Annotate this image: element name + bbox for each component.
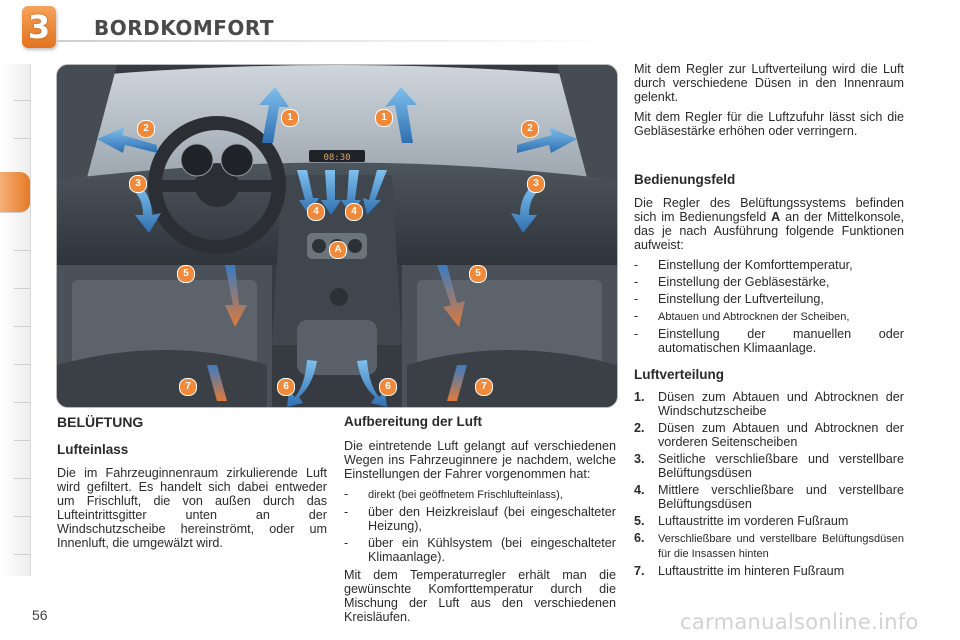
callout-A: A [329, 239, 347, 259]
air-conditioning-title: Aufbereitung der Luft [344, 414, 482, 429]
list-item: 6. Verschließbare und verstellbare Belüftungsdüsen für die Insassen hinten [634, 531, 904, 560]
list-item: - direkt (bei geöffnetem Frischlufteinlass), [344, 487, 563, 501]
list-item: - Einstellung der manuellen oder automatischen Klimaanlage. [634, 327, 904, 355]
control-panel-title: Bedienungsfeld [634, 172, 736, 187]
callout-4-left: 4 [307, 201, 325, 221]
list-item: - Einstellung der Komforttemperatur, [634, 258, 853, 272]
chapter-tab-7[interactable] [14, 328, 30, 365]
section-title: BELÜFTUNG [57, 414, 144, 430]
list-item: 1. Düsen zum Abtauen und Abtrocknen der Windschutzscheibe [634, 390, 904, 418]
air-distribution-title: Luftverteilung [634, 367, 724, 382]
page-title: BORDKOMFORT [94, 16, 275, 40]
callout-2-left: 2 [137, 118, 155, 138]
chapter-tab-4[interactable] [14, 214, 30, 251]
chapter-tab-11[interactable] [14, 480, 30, 517]
left-column [57, 414, 327, 550]
control-panel-intro: Die Regler des Belüftungssystems befinden sich im Bedienungsfeld A an der Mittelkonsole, das je nach Ausführung folgende Funktionen aufweist: [634, 196, 905, 252]
header-divider [56, 40, 616, 42]
list-item: 2. Düsen zum Abtauen und Abtrocknen der vorderen Seitenscheiben [634, 421, 904, 449]
callout-7-left: 7 [179, 376, 197, 396]
callout-4-right: 4 [345, 201, 363, 221]
chapter-tab-5[interactable] [14, 252, 30, 289]
chapter-tab-8[interactable] [14, 366, 30, 403]
list-item: - Einstellung der Luftverteilung, [634, 292, 824, 306]
temperature-paragraph: Mit dem Temperaturregler erhält man die gewünschte Komforttemperatur durch die Mischung der Luft aus den verschiedenen Kreisläufen. [344, 568, 616, 624]
callout-2-right: 2 [521, 118, 539, 138]
list-item: - über den Heizkreislauf (bei eingeschalteter Heizung), [344, 505, 616, 533]
control-function-list [634, 258, 904, 355]
callout-5-right: 5 [469, 263, 487, 283]
list-item: 5. Luftaustritte im vorderen Fußraum [634, 514, 849, 528]
callout-3-left: 3 [129, 173, 147, 193]
list-item: - Einstellung der Gebläsestärke, [634, 275, 830, 289]
callout-3-right: 3 [527, 173, 545, 193]
chapter-tab-rail [0, 64, 31, 576]
air-conditioning-intro: Die eintretende Luft gelangt auf verschiedenen Wegen ins Fahrzeuginnere je nachdem, welche Einstellungen der Fahrer vorgenommen hat: [344, 439, 616, 481]
chapter-tab-12[interactable] [14, 518, 30, 555]
page-number: 56 [32, 607, 48, 623]
callout-1-left: 1 [281, 107, 299, 127]
blower-paragraph: Mit dem Regler für die Luftzufuhr lässt sich die Gebläsestärke erhöhen oder verringern. [634, 110, 904, 138]
chapter-tab-1[interactable] [14, 64, 30, 101]
display-clock-text: 08:30 [323, 153, 351, 163]
chapter-tab-2[interactable] [14, 102, 30, 139]
ventilation-illustration [56, 64, 618, 408]
list-item: - Abtauen und Abtrocknen der Scheiben, [634, 309, 850, 323]
chapter-tab-6[interactable] [14, 290, 30, 327]
air-intake-paragraph: Die im Fahrzeuginnenraum zirkulierende Luft wird gefiltert. Es handelt sich dabei entweder um Frischluft, die von außen durch das Lufteintrittsgitter unten an der Windschutzscheibe hereinströmt, oder um Innenluft, die umgewälzt wird. [57, 466, 327, 550]
distribution-paragraph: Mit dem Regler zur Luftverteilung wird die Luft durch verschiedene Düsen in den Innenraum gelenkt. [634, 62, 904, 104]
list-item: - über ein Kühlsystem (bei eingeschalteter Klimaanlage). [344, 536, 616, 564]
middle-column [344, 414, 616, 624]
list-item: 4. Mittlere verschließbare und verstellbare Belüftungsdüsen [634, 483, 904, 511]
list-item: 7. Luftaustritte im hinteren Fußraum [634, 564, 845, 578]
callout-6-right: 6 [379, 376, 397, 396]
dashboard-drawing [57, 65, 617, 407]
callout-7-right: 7 [475, 376, 493, 396]
chapter-number: 3 [27, 8, 51, 46]
chapter-tab-9[interactable] [14, 404, 30, 441]
subsection-title: Lufteinlass [57, 442, 129, 457]
air-distribution-list [634, 390, 904, 578]
right-column [634, 62, 904, 581]
chapter-tab-10[interactable] [14, 442, 30, 479]
air-path-list [344, 487, 616, 564]
callout-1-right: 1 [375, 107, 393, 127]
chapter-badge [22, 6, 56, 48]
callout-5-left: 5 [177, 263, 195, 283]
list-item: 3. Seitliche verschließbare und verstellbare Belüftungsdüsen [634, 452, 904, 480]
chapter-tab-3-active[interactable] [0, 172, 30, 213]
callout-6-left: 6 [277, 376, 295, 396]
watermark: carmanualsonline.info [680, 610, 919, 634]
